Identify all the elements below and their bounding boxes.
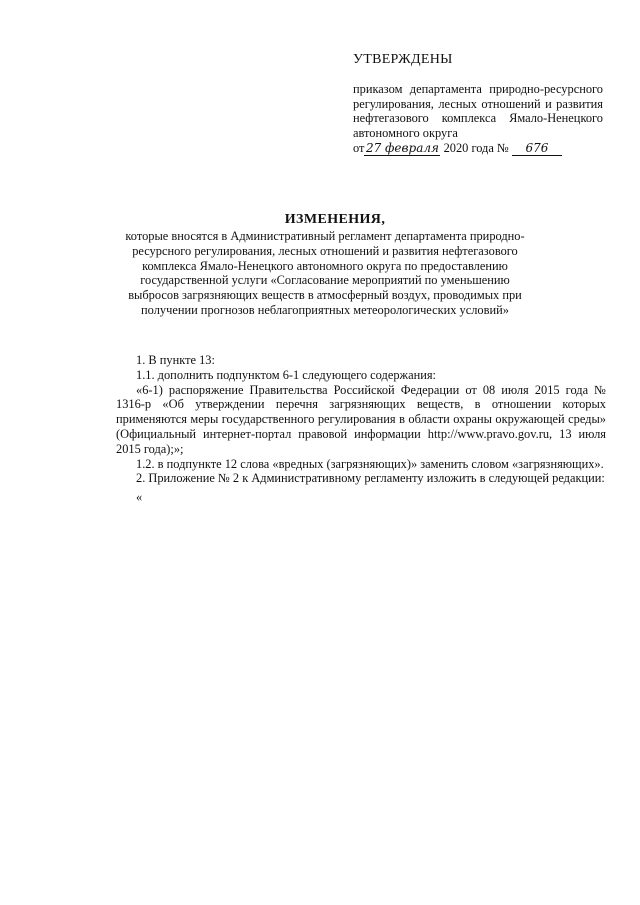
opening-quote-mark: « <box>136 490 143 505</box>
document-body <box>116 353 606 505</box>
approval-heading: УТВЕРЖДЕНЫ <box>353 52 453 67</box>
approval-date-line <box>353 141 603 156</box>
paragraph-2: 2. Приложение № 2 к Административному регламенту изложить в следующей редакции: <box>136 471 605 486</box>
handwritten-date: 27 февраля <box>365 141 439 156</box>
paragraph-6-1-quote: «6-1) распоряжение Правительства Российской Федерации от 08 июля 2015 года № 1316-р «Об утверждении перечня загрязняющих веществ, в отношении которых применяются меры государственного регулирования в области охраны окружающей среды» (Официальный интернет-портал правовой информации http://www.pravo.gov.ru, 13 июля 2015 года);»; <box>116 382 606 456</box>
document-title-block <box>120 212 530 318</box>
approval-block <box>353 52 603 156</box>
date-suffix: 2020 года № <box>443 141 509 156</box>
document-subtitle: которые вносятся в Административный регламент департамента природно-ресурсного регулирования, лесных отношений и развития нефтегазового комплекса Ямало-Ненецкого автономного округа по предоставлению государственной услуги «Согласование мероприятий по уменьшению выбросов загрязняющих веществ в атмосферный воздух, проводимых при получении прогнозов неблагоприятных метеорологических условий» <box>125 229 525 317</box>
date-prefix: от <box>353 141 365 156</box>
paragraph-1: 1. В пункте 13: <box>136 353 215 367</box>
approval-text: приказом департамента природно-ресурсного регулирования, лесных отношений и развития нефтегазового комплекса Ямало-Ненецкого автономного округа <box>353 82 603 140</box>
paragraph-1-2: 1.2. в подпункте 12 слова «вредных (загрязняющих)» заменить словом «загрязняющих». <box>136 456 604 471</box>
handwritten-order-number: 676 <box>512 142 562 156</box>
paragraph-1-1: 1.1. дополнить подпунктом 6-1 следующего содержания: <box>136 367 436 382</box>
document-title: ИЗМЕНЕНИЯ, <box>284 212 386 227</box>
